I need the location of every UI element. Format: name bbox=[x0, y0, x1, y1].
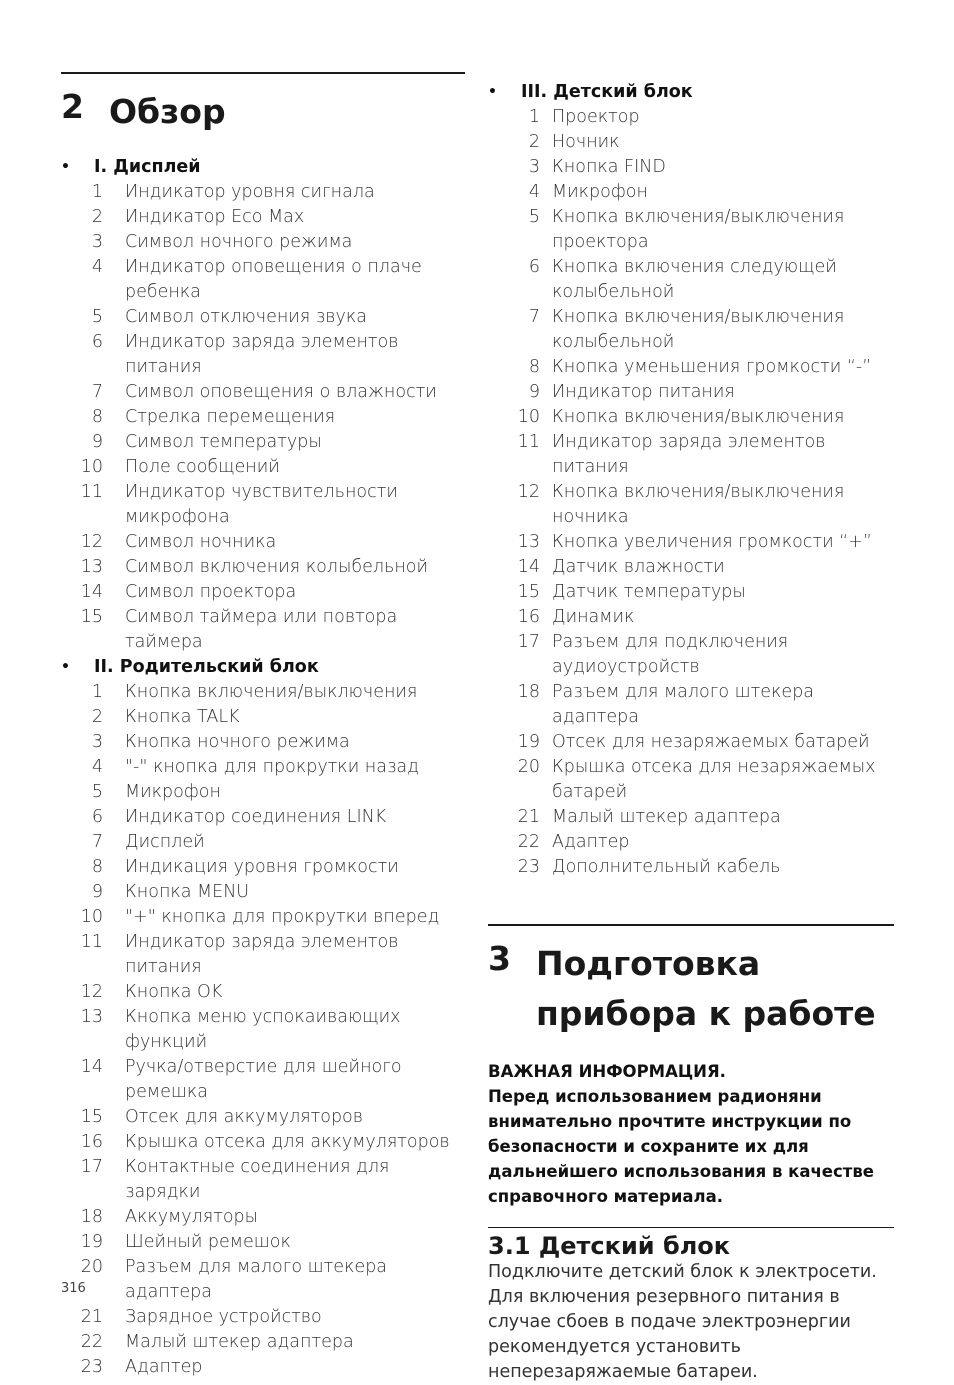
item-text: Шейный ремешок bbox=[125, 1232, 291, 1252]
item-number: 12 bbox=[80, 982, 103, 1002]
item-number: 4 bbox=[91, 757, 103, 777]
item-number: 17 bbox=[517, 632, 540, 652]
page-number: 316 bbox=[61, 1281, 86, 1296]
item-text: Индикатор чувствительности микрофона bbox=[125, 482, 398, 527]
list-item bbox=[488, 580, 894, 605]
item-text: Дисплей bbox=[125, 832, 205, 852]
item-text: Индикатор заряда элементов питания bbox=[125, 932, 399, 977]
list-item bbox=[61, 1230, 465, 1255]
item-text: "-" кнопка для прокрутки назад bbox=[125, 757, 419, 777]
list-item bbox=[61, 455, 465, 480]
item-number: 16 bbox=[517, 607, 540, 627]
item-text: Кнопка включения/выключения bbox=[552, 407, 845, 427]
list-item bbox=[61, 305, 465, 330]
item-number: 4 bbox=[91, 257, 103, 277]
item-number: 17 bbox=[80, 1157, 103, 1177]
item-number: 9 bbox=[528, 382, 540, 402]
item-number: 1 bbox=[91, 682, 103, 702]
item-number: 13 bbox=[80, 1007, 103, 1027]
item-text: Индикатор заряда элементов питания bbox=[552, 432, 826, 477]
item-number: 13 bbox=[80, 557, 103, 577]
list-item bbox=[61, 805, 465, 830]
item-number: 8 bbox=[91, 857, 103, 877]
item-number: 11 bbox=[80, 932, 103, 952]
item-text: Разъем для малого штекера адаптера bbox=[552, 682, 815, 727]
item-text: Адаптер bbox=[552, 832, 630, 852]
list-item bbox=[488, 430, 894, 480]
list-item bbox=[61, 480, 465, 530]
item-text: Зарядное устройство bbox=[125, 1307, 322, 1327]
group-heading: • I. Дисплей bbox=[61, 155, 465, 180]
bullet-icon: • bbox=[61, 159, 70, 175]
list-item bbox=[61, 205, 465, 230]
list-item bbox=[61, 1305, 465, 1330]
item-text: Поле сообщений bbox=[125, 457, 280, 477]
item-number: 18 bbox=[80, 1207, 103, 1227]
list-item bbox=[61, 605, 465, 655]
item-number: 7 bbox=[91, 382, 103, 402]
item-number: 15 bbox=[517, 582, 540, 602]
bullet-icon: • bbox=[61, 659, 70, 675]
item-text: Индикатор соединения LINK bbox=[125, 807, 387, 827]
list-item bbox=[488, 680, 894, 730]
item-text: Символ проектора bbox=[125, 582, 297, 602]
item-text: Разъем для малого штекера адаптера bbox=[125, 1257, 388, 1302]
item-text: "+" кнопка для прокрутки вперед bbox=[125, 907, 440, 927]
section-2-heading bbox=[61, 87, 465, 137]
item-text: Кнопка MENU bbox=[125, 882, 250, 902]
list-item bbox=[61, 930, 465, 980]
item-text: Индикатор заряда элементов питания bbox=[125, 332, 399, 377]
item-text: Символ ночника bbox=[125, 532, 277, 552]
list-item bbox=[488, 630, 894, 680]
list-item bbox=[61, 755, 465, 780]
item-number: 13 bbox=[517, 532, 540, 552]
item-number: 3 bbox=[91, 232, 103, 252]
item-number: 5 bbox=[91, 307, 103, 327]
item-number: 8 bbox=[528, 357, 540, 377]
item-text: Ночник bbox=[552, 132, 620, 152]
item-number: 12 bbox=[517, 482, 540, 502]
important-note bbox=[488, 1059, 894, 1209]
item-text: Микрофон bbox=[125, 782, 221, 802]
item-text: Символ таймера или повтора таймера bbox=[125, 607, 398, 652]
item-text: Аккумуляторы bbox=[125, 1207, 259, 1227]
item-text: Проектор bbox=[552, 107, 640, 127]
item-number: 21 bbox=[517, 807, 540, 827]
section-rule bbox=[488, 924, 894, 926]
item-number: 16 bbox=[80, 1132, 103, 1152]
item-number: 10 bbox=[517, 407, 540, 427]
item-text: Дополнительный кабель bbox=[552, 857, 781, 877]
item-text: Индикатор Eco Max bbox=[125, 207, 305, 227]
item-number: 5 bbox=[528, 207, 540, 227]
list-item bbox=[61, 1255, 465, 1305]
list-item bbox=[61, 880, 465, 905]
item-text: Кнопка TALK bbox=[125, 707, 240, 727]
subsection-rule bbox=[488, 1227, 894, 1228]
list-item bbox=[488, 730, 894, 755]
right-column bbox=[488, 0, 894, 1385]
list-item bbox=[61, 255, 465, 305]
item-text: Кнопка меню успокаивающих функций bbox=[125, 1007, 401, 1052]
item-text: Индикатор уровня сигнала bbox=[125, 182, 375, 202]
item-number: 8 bbox=[91, 407, 103, 427]
list-item bbox=[61, 980, 465, 1005]
item-number: 12 bbox=[80, 532, 103, 552]
list-item bbox=[61, 1205, 465, 1230]
item-text: Датчик влажности bbox=[552, 557, 725, 577]
list-item bbox=[61, 1005, 465, 1055]
bullet-icon: • bbox=[488, 84, 497, 100]
item-text: Малый штекер адаптера bbox=[552, 807, 781, 827]
item-number: 14 bbox=[80, 582, 103, 602]
subsection-title: 3.1 Детский блок bbox=[488, 1232, 731, 1260]
item-number: 1 bbox=[528, 107, 540, 127]
item-text: Датчик температуры bbox=[552, 582, 746, 602]
section-title: Обзор bbox=[109, 92, 226, 131]
parent-unit-group bbox=[61, 655, 465, 1380]
item-text: Стрелка перемещения bbox=[125, 407, 336, 427]
item-number: 11 bbox=[517, 432, 540, 452]
list-item bbox=[488, 380, 894, 405]
list-item bbox=[488, 805, 894, 830]
item-text: Кнопка OK bbox=[125, 982, 223, 1002]
parent-unit-list bbox=[61, 680, 465, 1380]
section-title: Подготовка прибора к работе bbox=[536, 944, 876, 1033]
list-item bbox=[61, 380, 465, 405]
list-item bbox=[61, 1105, 465, 1130]
item-number: 6 bbox=[91, 332, 103, 352]
item-text: Малый штекер адаптера bbox=[125, 1332, 354, 1352]
item-text: Ручка/отверстие для шейного ремешка bbox=[125, 1057, 402, 1102]
item-number: 6 bbox=[528, 257, 540, 277]
list-item bbox=[61, 180, 465, 205]
item-text: Кнопка включения/выключения колыбельной bbox=[552, 307, 845, 352]
item-text: Кнопка включения/выключения проектора bbox=[552, 207, 845, 252]
item-text: Индикатор питания bbox=[552, 382, 735, 402]
list-item bbox=[61, 555, 465, 580]
list-item bbox=[61, 580, 465, 605]
item-number: 15 bbox=[80, 1107, 103, 1127]
group-heading: • III. Детский блок bbox=[488, 80, 894, 105]
item-text: Кнопка уменьшения громкости “-” bbox=[552, 357, 872, 377]
item-text: Символ включения колыбельной bbox=[125, 557, 429, 577]
item-number: 2 bbox=[91, 707, 103, 727]
list-item bbox=[488, 530, 894, 555]
item-number: 3 bbox=[91, 732, 103, 752]
item-text: Отсек для аккумуляторов bbox=[125, 1107, 364, 1127]
item-text: Символ ночного режима bbox=[125, 232, 353, 252]
list-item bbox=[61, 405, 465, 430]
item-text: Контактные соединения для зарядки bbox=[125, 1157, 390, 1202]
item-number: 6 bbox=[91, 807, 103, 827]
item-text: Адаптер bbox=[125, 1357, 203, 1377]
section-rule bbox=[61, 72, 465, 74]
item-number: 23 bbox=[517, 857, 540, 877]
list-item bbox=[488, 355, 894, 380]
item-number: 19 bbox=[517, 732, 540, 752]
list-item bbox=[61, 780, 465, 805]
list-item bbox=[61, 1155, 465, 1205]
display-list bbox=[61, 180, 465, 655]
list-item bbox=[61, 230, 465, 255]
list-item bbox=[61, 905, 465, 930]
item-number: 3 bbox=[528, 157, 540, 177]
item-number: 10 bbox=[80, 907, 103, 927]
baby-unit-list bbox=[488, 105, 894, 880]
item-number: 19 bbox=[80, 1232, 103, 1252]
section-number: 2 bbox=[61, 87, 84, 126]
note-text: Перед использованием радионяни внимательно прочтите инструкции по безопасности и сохраните их для дальнейшего использования в качестве справочного материала. bbox=[488, 1087, 874, 1206]
note-title: ВАЖНАЯ ИНФОРМАЦИЯ. bbox=[488, 1062, 726, 1081]
item-number: 21 bbox=[80, 1307, 103, 1327]
item-text: Кнопка увеличения громкости “+” bbox=[552, 532, 872, 552]
item-number: 2 bbox=[91, 207, 103, 227]
item-text: Крышка отсека для незаряжаемых батарей bbox=[552, 757, 876, 802]
list-item bbox=[61, 705, 465, 730]
item-number: 7 bbox=[528, 307, 540, 327]
item-number: 2 bbox=[528, 132, 540, 152]
item-number: 9 bbox=[91, 432, 103, 452]
item-number: 10 bbox=[80, 457, 103, 477]
list-item bbox=[61, 1130, 465, 1155]
list-item bbox=[488, 405, 894, 430]
list-item bbox=[488, 480, 894, 530]
item-text: Индикатор оповещения о плаче ребенка bbox=[125, 257, 422, 302]
list-item bbox=[61, 680, 465, 705]
list-item bbox=[488, 305, 894, 355]
section-3-heading bbox=[488, 939, 894, 1039]
list-item bbox=[488, 830, 894, 855]
item-text: Символ оповещения о влажности bbox=[125, 382, 437, 402]
item-text: Динамик bbox=[552, 607, 635, 627]
item-number: 11 bbox=[80, 482, 103, 502]
item-text: Крышка отсека для аккумуляторов bbox=[125, 1132, 450, 1152]
list-item bbox=[61, 730, 465, 755]
list-item bbox=[488, 855, 894, 880]
item-text: Кнопка FIND bbox=[552, 157, 666, 177]
list-item bbox=[488, 155, 894, 180]
item-text: Кнопка включения/выключения ночника bbox=[552, 482, 845, 527]
list-item bbox=[488, 755, 894, 805]
item-number: 22 bbox=[517, 832, 540, 852]
list-item bbox=[61, 830, 465, 855]
group-heading: • II. Родительский блок bbox=[61, 655, 465, 680]
list-item bbox=[488, 180, 894, 205]
section-number: 3 bbox=[488, 939, 511, 978]
item-text: Кнопка включения/выключения bbox=[125, 682, 418, 702]
list-item bbox=[61, 1355, 465, 1380]
item-number: 4 bbox=[528, 182, 540, 202]
left-column bbox=[61, 0, 465, 1380]
display-group bbox=[61, 155, 465, 655]
item-number: 22 bbox=[80, 1332, 103, 1352]
item-number: 5 bbox=[91, 782, 103, 802]
item-text: Кнопка включения следующей колыбельной bbox=[552, 257, 837, 302]
list-item bbox=[61, 1330, 465, 1355]
item-number: 20 bbox=[517, 757, 540, 777]
item-number: 20 bbox=[80, 1257, 103, 1277]
item-text: Символ температуры bbox=[125, 432, 322, 452]
item-number: 15 bbox=[80, 607, 103, 627]
list-item bbox=[488, 605, 894, 630]
list-item bbox=[61, 855, 465, 880]
item-number: 14 bbox=[517, 557, 540, 577]
item-text: Кнопка ночного режима bbox=[125, 732, 350, 752]
list-item bbox=[488, 555, 894, 580]
list-item bbox=[488, 205, 894, 255]
item-number: 1 bbox=[91, 182, 103, 202]
item-text: Разъем для подключения аудиоустройств bbox=[552, 632, 789, 677]
baby-unit-group bbox=[488, 80, 894, 880]
item-number: 7 bbox=[91, 832, 103, 852]
list-item bbox=[61, 1055, 465, 1105]
subsection-paragraph: Подключите детский блок к электросети. Для включения резервного питания в случае сбоев в подаче электроэнергии рекомендуется установить неперезаряжаемые батареи. bbox=[488, 1262, 877, 1382]
list-item bbox=[61, 530, 465, 555]
list-item bbox=[488, 255, 894, 305]
item-text: Микрофон bbox=[552, 182, 648, 202]
list-item bbox=[61, 430, 465, 455]
list-item bbox=[61, 330, 465, 380]
item-text: Отсек для незаряжаемых батарей bbox=[552, 732, 870, 752]
item-text: Символ отключения звука bbox=[125, 307, 367, 327]
item-number: 18 bbox=[517, 682, 540, 702]
item-number: 23 bbox=[80, 1357, 103, 1377]
item-number: 14 bbox=[80, 1057, 103, 1077]
list-item bbox=[488, 105, 894, 130]
item-text: Индикация уровня громкости bbox=[125, 857, 399, 877]
item-number: 9 bbox=[91, 882, 103, 902]
list-item bbox=[488, 130, 894, 155]
